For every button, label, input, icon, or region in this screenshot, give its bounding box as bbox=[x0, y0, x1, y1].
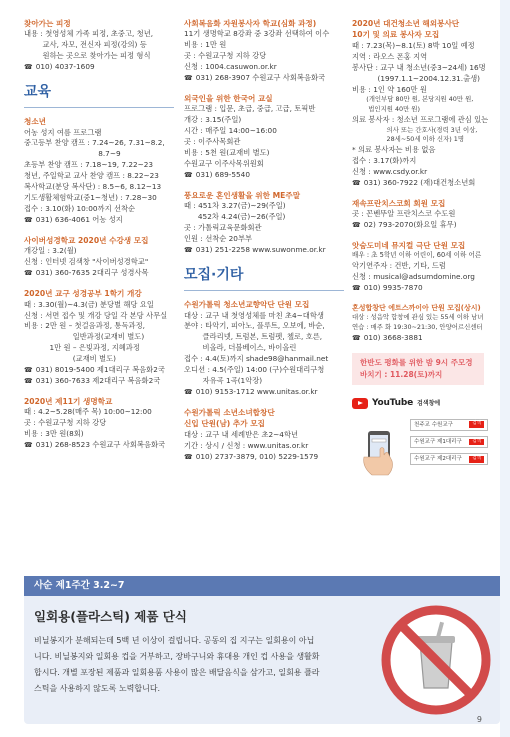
life-phone: ☎ 031) 268-8523 수원교구 사회복음화국 bbox=[24, 440, 174, 451]
orchestra-line: 분야 : 타악기, 피아노, 플루트, 오보에, 바순, bbox=[184, 321, 325, 331]
lent-body-line: 니다. 비닐봉지와 일회용 컵을 거부하고, 장바구니와 휴대용 개인 컵 사용을 생활화 bbox=[34, 652, 320, 661]
boys-choir-title: 수원가톨릭 소년소녀합창단 신입 단원(남) 추가 모집 bbox=[184, 408, 275, 429]
me-line: 452차 4.24(금)~26(주일) bbox=[184, 212, 286, 222]
musical-block bbox=[352, 240, 494, 294]
life-line: 비용 : 3만 원(8회) bbox=[24, 429, 84, 439]
korean-class-title: 외국인을 위한 한국어 교실 bbox=[184, 94, 273, 104]
welfare-line: 11기 생명학교 8강좌 중 3강좌 선택하여 이수 bbox=[184, 29, 330, 39]
orchestra-line: 접수 : 4.4(토)까지 shade98@hanmail.net bbox=[184, 354, 329, 364]
cyber-line: 개강일 : 3.2(월) bbox=[24, 246, 77, 256]
bible-line: 비용 : 2만 원 – 첫걸음과정, 통독과정, bbox=[24, 321, 145, 331]
note-line: 바치기 : 11.28(토)까지 bbox=[360, 369, 443, 379]
overseas-phone: ☎ 031) 360-7922 (재)대건청소년회 bbox=[352, 178, 494, 189]
mixed-choir-title: 혼성합창단 에트스까이아 단원 모집(상시) bbox=[352, 303, 481, 312]
me-weekend-block bbox=[184, 190, 344, 256]
youtube-search-button[interactable]: 검색 bbox=[469, 421, 484, 428]
cyber-line: 신청 : 인터넷 검색창 "사이버성경학교" bbox=[24, 257, 149, 267]
phone-hand-icon bbox=[358, 427, 410, 479]
overseas-line: 봉사단 : 교구 내 청소년(중3~24세) 16명 bbox=[352, 62, 486, 72]
orchestra-line: 비올라, 더블베이스, 바이올린 bbox=[184, 343, 297, 353]
mixed-choir-block bbox=[352, 303, 494, 344]
youth-line: 복사학교(분당 복사단) : 8.5~6, 8.12~13 bbox=[24, 182, 162, 192]
life-school-block bbox=[24, 396, 174, 451]
page-number: 9 bbox=[476, 715, 482, 724]
orchestra-line: 클라리넷, 트럼본, 트럼펫, 첼로, 호른, bbox=[184, 332, 323, 342]
youth-line: 접수 : 3.10(화) 10:00까지 선착순 bbox=[24, 204, 136, 214]
musical-phone: ☎ 010) 9935-7870 bbox=[352, 283, 494, 294]
youtube-search-row[interactable] bbox=[410, 453, 488, 465]
section-recruit: 모집·기타 bbox=[184, 265, 344, 291]
lent-panel bbox=[24, 576, 500, 724]
note-line: 한반도 평화를 위한 밤 9시 주모경 bbox=[360, 357, 473, 367]
bible-line: 신청 : 서면 접수 및 개강 당일 각 본당 사무실 bbox=[24, 310, 168, 320]
francis-title: 재속프란치스코회 회원 모집 bbox=[352, 198, 446, 208]
me-line: 인원 : 선착순 20부부 bbox=[184, 234, 253, 244]
lent-panel-body bbox=[34, 633, 374, 697]
bible-study-block bbox=[24, 288, 174, 387]
route-line: 내용 : 첫영성체 가족 피정, 초중고, 청년, bbox=[24, 29, 154, 39]
youth-line: 어농 성지 여름 프로그램 bbox=[24, 127, 102, 137]
korean-line: 비용 : 5천 원(교재비 별도) bbox=[184, 148, 270, 158]
me-weekend-title: 풍요로운 혼인생활을 위한 ME주말 bbox=[184, 191, 301, 201]
overseas-line: 28세~50세 이하 신자) 1명 bbox=[352, 135, 465, 144]
welfare-phone: ☎ 031) 268-3907 수원교구 사회복음화국 bbox=[184, 73, 344, 84]
orchestra-line: 자유곡 1곡(1악장) bbox=[184, 376, 263, 386]
youtube-search-button[interactable]: 검색 bbox=[469, 439, 484, 446]
overseas-line: 의료 봉사자 : 청소년 프로그램에 관심 있는 bbox=[352, 114, 489, 124]
welfare-block bbox=[184, 18, 344, 84]
youth-line: 중고등부 찬양 캠프 : 7.24~26, 7.31~8.2, bbox=[24, 138, 165, 148]
side-bar bbox=[500, 0, 510, 737]
youtube-search-caption: 검색창에 bbox=[417, 399, 441, 407]
korean-class-block bbox=[184, 93, 344, 181]
welfare-line: 비용 : 1만 원 bbox=[184, 40, 227, 50]
bible-phone: ☎ 031) 8019-5400 제1대리구 복음화2국 bbox=[24, 365, 174, 376]
korean-line: 곳 : 이주사목회관 bbox=[184, 137, 241, 147]
me-phone: ☎ 031) 251-2258 www.suwonme.or.kr bbox=[184, 245, 344, 256]
youth-line: 8.7~9 bbox=[24, 149, 121, 159]
lent-week-header: 사순 제1주간 3.2~7 bbox=[24, 576, 500, 596]
cyber-phone: ☎ 031) 360-7635 2대리구 성경사목 bbox=[24, 268, 174, 279]
column-2 bbox=[184, 18, 344, 472]
youtube-wordmark: YouTube bbox=[372, 397, 413, 408]
korean-phone: ☎ 031) 689-5540 bbox=[184, 170, 344, 181]
mixed-line: 대상 : 성음악 합창에 관심 있는 55세 이하 남녀 bbox=[352, 313, 484, 322]
cyber-bible-title: 사이버성경학교 2020년 수강생 모집 bbox=[24, 235, 149, 245]
youtube-search-button[interactable]: 검색 bbox=[469, 456, 484, 463]
overseas-line: 신청 : www.csdy.or.kr bbox=[352, 166, 428, 176]
route-phone: ☎ 010) 4037-1609 bbox=[24, 62, 174, 73]
overseas-line: 의사 또는 간호사(경력 3년 이상, bbox=[352, 125, 478, 134]
youth-phone: ☎ 031) 636-4061 어농 성지 bbox=[24, 215, 174, 226]
lent-body-line: 비닐봉지가 분해되는데 5백 년 이상이 걸립니다. 공동의 집 지구는 일회용이 아닙 bbox=[34, 636, 315, 645]
lent-body-line: 스틱을 사용하지 않도록 노력합니다. bbox=[34, 684, 161, 693]
life-school-title: 2020년 제11기 생명학교 bbox=[24, 397, 113, 407]
welfare-line: 신청 : 1004.casuwon.or.kr bbox=[184, 62, 277, 72]
youtube-logo bbox=[352, 397, 490, 411]
overseas-line: 때 : 7.23(목)~8.1(토) 8박 10일 예정 bbox=[352, 40, 475, 50]
me-line: 때 : 451차 3.27(금)~29(주일) bbox=[184, 201, 286, 211]
bible-line: 일반과정(교재비 별도) bbox=[24, 332, 145, 342]
boys-choir-block bbox=[184, 407, 344, 463]
me-line: 곳 : 가톨릭교육문화회관 bbox=[184, 223, 262, 233]
bible-study-title: 2020년 교구 성경공부 1학기 개강 bbox=[24, 289, 142, 299]
overseas-line: 법인지원 40만 원) bbox=[352, 105, 420, 114]
korean-line: 시간 : 매주일 14:00~16:00 bbox=[184, 126, 277, 136]
boys-choir-phone: ☎ 010) 2737-3879, 010) 5229-1579 bbox=[184, 452, 344, 463]
life-line: 때 : 4.2~5.28(매주 목) 10:00~12:00 bbox=[24, 407, 152, 417]
korean-line: 수원교구 이주사목위원회 bbox=[184, 159, 264, 169]
musical-title: 앗숨도미네 뮤지컬 극단 단원 모집 bbox=[352, 240, 466, 250]
youtube-search-list bbox=[410, 419, 488, 471]
musical-line: 악기연주자 : 건반, 기타, 드럼 bbox=[352, 261, 446, 271]
welfare-title: 사회복음화 자원봉사자 학교(심화 과정) bbox=[184, 19, 317, 28]
boys-choir-line: 기간 : 상시 / 신청 : www.unitas.or.kr bbox=[184, 440, 309, 450]
mixed-phone: ☎ 010) 3668-3881 bbox=[352, 333, 494, 344]
life-line: 곳 : 수원교구청 지하 강당 bbox=[24, 418, 107, 428]
youtube-promo bbox=[352, 397, 490, 495]
overseas-title: 2020년 대건청소년 해외봉사단 10기 및 의료 봉사자 모집 bbox=[352, 19, 460, 40]
overseas-line: (1997.1.1~2004.12.31.출생) bbox=[352, 73, 481, 83]
youtube-search-term: 수원교구 제2대리구 bbox=[414, 456, 462, 463]
welfare-line: 곳 : 수원교구청 지하 강당 bbox=[184, 51, 267, 61]
overseas-line: (개인부담 80만 원, 본당지원 40만 원, bbox=[352, 95, 474, 104]
overseas-block bbox=[352, 18, 494, 189]
peace-prayer-note bbox=[352, 353, 484, 385]
route-retreat-block bbox=[24, 18, 174, 73]
orchestra-line: 오디션 : 4.5(주일) 14:00 (구)수원대리구청 bbox=[184, 365, 325, 375]
orchestra-block bbox=[184, 299, 344, 398]
bible-phone: ☎ 031) 360-7633 제2대리구 복음화2국 bbox=[24, 376, 174, 387]
youth-line: 청년, 주일학교 교사 찬양 캠프 : 8.22~23 bbox=[24, 171, 159, 181]
youtube-search-term: 수원교구 제1대리구 bbox=[414, 438, 462, 445]
orchestra-line: 대상 : 교구 내 첫영성체를 마친 초4~대학생 bbox=[184, 310, 324, 320]
overseas-line: 접수 : 3.17(화)까지 bbox=[352, 155, 417, 165]
overseas-line: 비용 : 1인 약 160만 원 bbox=[352, 84, 427, 94]
route-line: 원하는 곳으로 찾아가는 피정 형식 bbox=[24, 51, 151, 61]
francis-line: 곳 : 꼰벤뚜알 프란치스코 수도원 bbox=[352, 208, 456, 218]
bible-line: 때 : 3.30(월)~4.3(금) 분당별 해당 요일 bbox=[24, 299, 154, 309]
column-3 bbox=[352, 18, 494, 495]
youtube-search-term: 천주교 수원교구 bbox=[414, 421, 453, 428]
overseas-line: 지역 : 라오스 폰홍 지역 bbox=[352, 51, 428, 61]
musical-line: 배우 : 초 5학년 이하 어린이, 60세 이하 어른 bbox=[352, 251, 482, 260]
musical-line: 신청 : musical@adsumdomine.org bbox=[352, 272, 475, 282]
route-line: 교사, 자모, 전신자 피정(강의) 등 bbox=[24, 40, 147, 50]
mixed-line: 연습 : 매주 화 19:30~21:30, 안양어르신센터 bbox=[352, 323, 483, 332]
youtube-search-row[interactable] bbox=[410, 436, 488, 448]
youth-line: 초등부 찬양 캠프 : 7.18~19, 7.22~23 bbox=[24, 160, 154, 170]
boys-choir-line: 대상 : 교구 내 세례받은 초2~4학년 bbox=[184, 429, 299, 439]
column-1 bbox=[24, 18, 174, 460]
youth-title: 청소년 bbox=[24, 117, 47, 127]
bible-line: (교재비 별도) bbox=[24, 354, 116, 364]
cyber-bible-block bbox=[24, 235, 174, 279]
korean-line: 프로그램 : 입문, 초급, 중급, 고급, 토픽반 bbox=[184, 104, 316, 114]
francis-block bbox=[352, 198, 494, 231]
route-retreat-title: 찾아가는 피정 bbox=[24, 19, 71, 28]
section-education: 교육 bbox=[24, 82, 174, 108]
youtube-play-icon bbox=[352, 398, 368, 409]
no-plastic-icon bbox=[380, 604, 492, 716]
lent-panel-title: 일회용(플라스틱) 제품 단식 bbox=[34, 609, 187, 624]
overseas-line: * 의료 봉사자는 비용 없음 bbox=[352, 144, 436, 154]
orchestra-phone: ☎ 010) 9153-1712 www.unitas.or.kr bbox=[184, 387, 344, 398]
youtube-search-row[interactable] bbox=[410, 419, 488, 431]
bible-line: 1만 원 – 은빛과정, 지혜과정 bbox=[24, 343, 140, 353]
korean-line: 개강 : 3.15(주일) bbox=[184, 115, 242, 125]
lent-body-line: 합시다. 개별 포장된 제품과 일회용품 사용이 많은 배달음식을 삼가고, 일회용 플라 bbox=[34, 668, 320, 677]
youth-block bbox=[24, 116, 174, 226]
francis-phone: ☎ 02) 793-2070(화요일 휴무) bbox=[352, 220, 494, 231]
youth-line: 기도생활체험학교(중1~청년) : 7.28~30 bbox=[24, 193, 157, 203]
orchestra-title: 수원가톨릭 청소년교향악단 단원 모집 bbox=[184, 300, 310, 310]
